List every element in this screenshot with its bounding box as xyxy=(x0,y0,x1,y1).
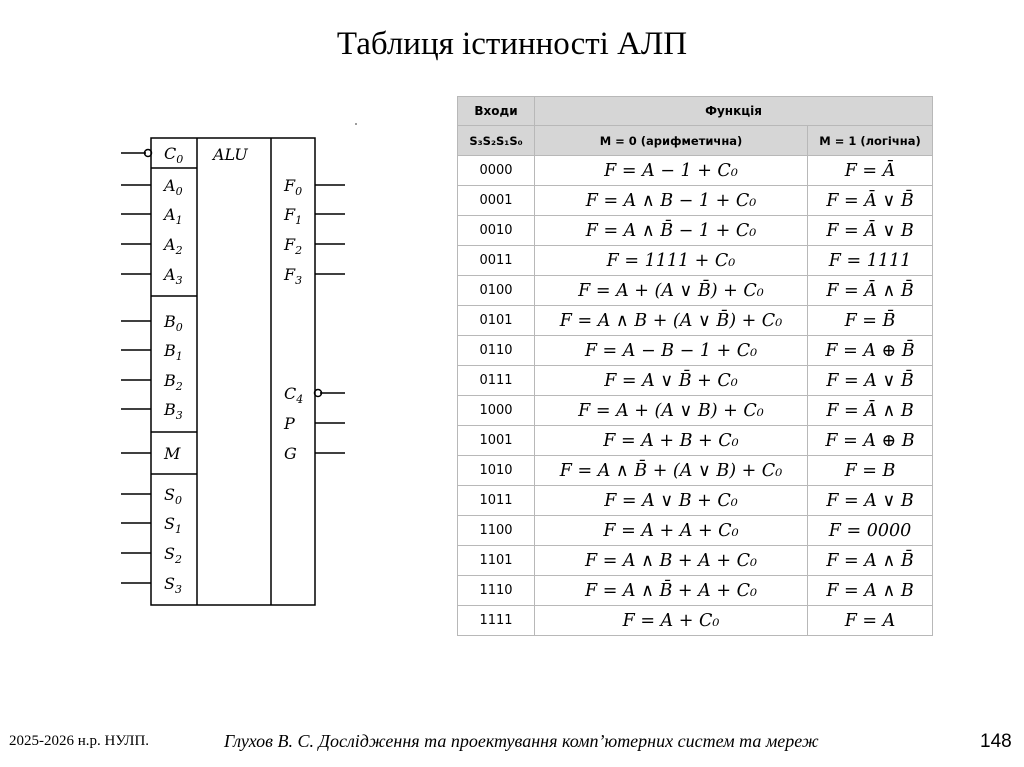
pin-label xyxy=(164,574,182,596)
code-cell: 0000 xyxy=(458,156,535,186)
code-cell: 0110 xyxy=(458,336,535,366)
input-pin-a2 xyxy=(121,235,183,257)
pin-name: F xyxy=(284,265,296,284)
pin-label xyxy=(283,265,302,287)
header-inputs: Входи xyxy=(458,97,535,126)
pin-name: B xyxy=(164,371,176,390)
arithmetic-function-cell: F = A ∧ B − 1 + C₀ xyxy=(535,186,808,216)
pin-name: G xyxy=(284,444,297,463)
pin-index: 2 xyxy=(174,553,182,566)
output-pin-f2 xyxy=(283,235,345,257)
pin-index: 3 xyxy=(175,274,183,287)
code-cell: 1001 xyxy=(458,426,535,456)
logic-function-cell: F = A ⊕ B̄ xyxy=(808,336,933,366)
slide-title: Таблиця істинності АЛП xyxy=(336,26,688,62)
table-row xyxy=(458,606,933,636)
pin-name: A xyxy=(164,205,176,224)
logic-function-cell: F = Ā ∨ B̄ xyxy=(808,186,933,216)
table-row xyxy=(458,426,933,456)
pin-index: 3 xyxy=(174,583,182,596)
logic-function-cell: F = Ā ∨ B xyxy=(808,216,933,246)
pin-label xyxy=(162,265,183,287)
code-cell: 1000 xyxy=(458,396,535,426)
pin-label xyxy=(164,514,182,536)
pin-index: 0 xyxy=(176,153,184,166)
arithmetic-function-cell: F = A − 1 + C₀ xyxy=(535,156,808,186)
pin-label xyxy=(283,235,302,257)
code-cell: 0011 xyxy=(458,246,535,276)
logic-function-cell: F = A ∨ B̄ xyxy=(808,366,933,396)
code-cell: 1100 xyxy=(458,516,535,546)
pin-label xyxy=(163,341,183,363)
code-cell: 0100 xyxy=(458,276,535,306)
pin-label xyxy=(162,235,183,257)
arithmetic-function-cell: F = 1111 + C₀ xyxy=(535,246,808,276)
pin-label xyxy=(163,400,183,422)
pin-label xyxy=(164,485,182,507)
pin-name: F xyxy=(284,205,296,224)
code-cell: 1101 xyxy=(458,546,535,576)
arithmetic-function-cell: F = A ∧ B + A + C₀ xyxy=(535,546,808,576)
logic-function-cell: F = A ∧ B̄ xyxy=(808,546,933,576)
pin-label xyxy=(164,544,182,566)
pin-name: B xyxy=(164,341,176,360)
pin-index: 2 xyxy=(295,244,303,257)
pin-label xyxy=(163,312,183,334)
arithmetic-function-cell: F = A ∧ B̄ − 1 + C₀ xyxy=(535,216,808,246)
pin-index: 1 xyxy=(295,214,303,227)
logic-function-cell: F = Ā ∧ B xyxy=(808,396,933,426)
logic-function-cell: F = A ∧ B xyxy=(808,576,933,606)
pin-name: B xyxy=(164,312,176,331)
output-pin-f0 xyxy=(283,176,345,198)
pin-label xyxy=(283,176,302,198)
input-pin-b1 xyxy=(121,341,183,363)
pin-name: C xyxy=(164,144,177,163)
table-row xyxy=(458,156,933,186)
code-cell: 1011 xyxy=(458,486,535,516)
pin-name: S xyxy=(164,574,175,593)
pin-index: 0 xyxy=(174,494,182,507)
pin-label xyxy=(162,176,183,198)
logic-function-cell: F = 1111 xyxy=(808,246,933,276)
code-cell: 0001 xyxy=(458,186,535,216)
logic-function-cell: F = B xyxy=(808,456,933,486)
pin-label xyxy=(284,384,303,406)
code-cell: 1110 xyxy=(458,576,535,606)
code-cell: 1010 xyxy=(458,456,535,486)
table-row xyxy=(458,576,933,606)
output-pin-f1 xyxy=(283,205,345,227)
table-row xyxy=(458,486,933,516)
pin-name: S xyxy=(164,544,175,563)
table-row xyxy=(458,546,933,576)
pin-name: B xyxy=(164,400,176,419)
arithmetic-function-cell: F = A ∨ B̄ + C₀ xyxy=(535,366,808,396)
table-row xyxy=(458,306,933,336)
input-pin-c0 xyxy=(121,144,183,166)
table-row xyxy=(458,396,933,426)
logic-function-cell: F = 0000 xyxy=(808,516,933,546)
footer-academic-year: 2025-2026 н.р. НУЛП. xyxy=(9,733,150,749)
table-row xyxy=(458,246,933,276)
pin-name: F xyxy=(284,176,296,195)
pin-name: P xyxy=(284,414,295,433)
input-pin-b2 xyxy=(121,371,183,393)
table-row xyxy=(458,516,933,546)
arithmetic-function-cell: F = A + (A ∨ B̄) + C₀ xyxy=(535,276,808,306)
output-pin-p xyxy=(283,414,345,433)
pin-label xyxy=(283,205,302,227)
pin-index: 2 xyxy=(175,244,183,257)
arithmetic-function-cell: F = A ∨ B + C₀ xyxy=(535,486,808,516)
pin-label xyxy=(284,444,297,463)
arithmetic-function-cell: F = A ∧ B̄ + A + C₀ xyxy=(535,576,808,606)
arithmetic-function-cell: F = A + A + C₀ xyxy=(535,516,808,546)
pin-name: S xyxy=(164,485,175,504)
logic-function-cell: F = Ā xyxy=(808,156,933,186)
pin-index: 0 xyxy=(295,185,303,198)
pin-name: F xyxy=(284,235,296,254)
input-pin-b0 xyxy=(121,312,183,334)
logic-function-cell: F = A ⊕ B xyxy=(808,426,933,456)
table-row xyxy=(458,456,933,486)
pin-index: 4 xyxy=(296,393,304,406)
logic-function-cell: F = B̄ xyxy=(808,306,933,336)
pin-index: 2 xyxy=(175,380,183,393)
pin-index: 1 xyxy=(175,350,183,363)
code-cell: 0101 xyxy=(458,306,535,336)
sub-header-arithmetic: M = 0 (арифметична) xyxy=(535,126,808,156)
input-pin-a3 xyxy=(121,265,183,287)
pin-index: 3 xyxy=(295,274,303,287)
pin-label xyxy=(164,144,183,166)
input-pin-b3 xyxy=(121,400,183,422)
input-pin-a0 xyxy=(121,176,183,198)
truth-table xyxy=(457,96,933,636)
output-pin-f3 xyxy=(283,265,345,287)
pin-label xyxy=(163,444,181,463)
pin-label xyxy=(163,371,183,393)
table-row xyxy=(458,366,933,396)
right-pins xyxy=(283,176,345,463)
logic-function-cell: F = Ā ∧ B̄ xyxy=(808,276,933,306)
arithmetic-function-cell: F = A + C₀ xyxy=(535,606,808,636)
table-body xyxy=(458,156,933,636)
pin-index: 1 xyxy=(175,214,183,227)
pin-index: 1 xyxy=(174,523,182,536)
logic-function-cell: F = A ∨ B xyxy=(808,486,933,516)
table-row xyxy=(458,336,933,366)
alu-block-diagram xyxy=(0,0,460,620)
arithmetic-function-cell: F = A + B + C₀ xyxy=(535,426,808,456)
pin-index: 3 xyxy=(175,409,183,422)
table-row xyxy=(458,186,933,216)
table-row xyxy=(458,216,933,246)
pin-index: 0 xyxy=(175,185,183,198)
code-cell: 1111 xyxy=(458,606,535,636)
pin-name: A xyxy=(164,176,176,195)
page-number: 148 xyxy=(980,731,1012,752)
pin-label xyxy=(283,414,295,433)
pin-name: C xyxy=(284,384,297,403)
left-pins xyxy=(121,144,183,596)
stray-dot xyxy=(355,123,357,125)
pin-label xyxy=(162,205,183,227)
footer-author-course: Глухов В. С. Дослідження та проектування комп’ютерних систем та мереж xyxy=(224,731,819,751)
pin-name: M xyxy=(164,444,181,463)
alu-label: ALU xyxy=(213,145,248,164)
pin-name: A xyxy=(164,235,176,254)
arithmetic-function-cell: F = A ∧ B̄ + (A ∨ B) + C₀ xyxy=(535,456,808,486)
code-cell: 0111 xyxy=(458,366,535,396)
arithmetic-function-cell: F = A ∧ B + (A ∨ B̄) + C₀ xyxy=(535,306,808,336)
pin-index: 0 xyxy=(175,321,183,334)
arithmetic-function-cell: F = A + (A ∨ B) + C₀ xyxy=(535,396,808,426)
logic-function-cell: F = A xyxy=(808,606,933,636)
input-pin-a1 xyxy=(121,205,183,227)
sub-header-logic: M = 1 (логічна) xyxy=(808,126,933,156)
pin-name: S xyxy=(164,514,175,533)
code-cell: 0010 xyxy=(458,216,535,246)
table-row xyxy=(458,276,933,306)
arithmetic-function-cell: F = A − B − 1 + C₀ xyxy=(535,336,808,366)
sub-header-inputs: S₃S₂S₁S₀ xyxy=(458,126,535,156)
header-function: Функція xyxy=(535,97,933,126)
pin-name: A xyxy=(164,265,176,284)
